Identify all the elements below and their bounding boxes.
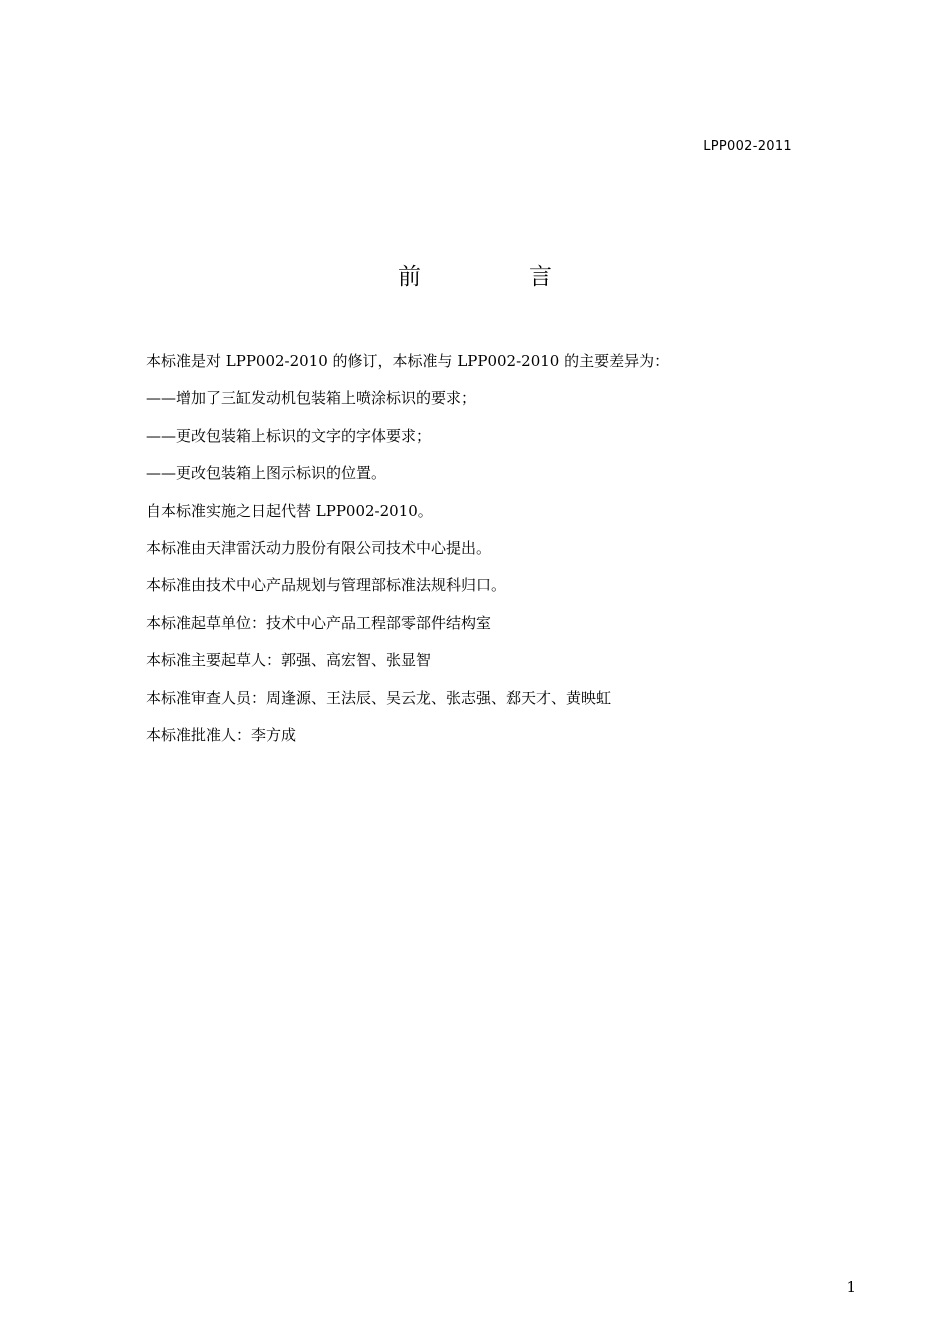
page-number: 1 xyxy=(846,1278,856,1296)
page-title xyxy=(0,258,950,291)
title-char-2: 言 xyxy=(529,264,552,290)
foreword-line-revision: 本标准是对 LPP002-2010 的修订，本标准与 LPP002-2010 的主要差异为： xyxy=(146,352,670,370)
foreword-line-replaces: 自本标准实施之日起代替 LPP002-2010。 xyxy=(146,501,433,520)
foreword-line-approver: 本标准批准人：李方成 xyxy=(146,725,297,744)
foreword-line-managed-by: 本标准由技术中心产品规划与管理部标准法规科归口。 xyxy=(146,576,507,595)
document-code: LPP002-2011 xyxy=(703,139,792,154)
foreword-line-change-2: ——更改包装箱上标识的文字的字体要求； xyxy=(146,426,432,445)
foreword-line-change-1: ——增加了三缸发动机包装箱上喷涂标识的要求； xyxy=(146,389,477,408)
foreword-line-drafters: 本标准主要起草人：郭强、高宏智、张显智 xyxy=(146,651,432,670)
foreword-line-change-3: ——更改包装箱上图示标识的位置。 xyxy=(146,464,387,483)
foreword-body xyxy=(146,350,846,761)
foreword-line-reviewers: 本标准审查人员：周逢源、王法辰、吴云龙、张志强、郄天才、黄映虹 xyxy=(146,688,612,707)
foreword-line-drafting-unit: 本标准起草单位：技术中心产品工程部零部件结构室 xyxy=(146,613,492,632)
title-char-1: 前 xyxy=(398,264,421,290)
foreword-line-proposed-by: 本标准由天津雷沃动力股份有限公司技术中心提出。 xyxy=(146,538,492,557)
